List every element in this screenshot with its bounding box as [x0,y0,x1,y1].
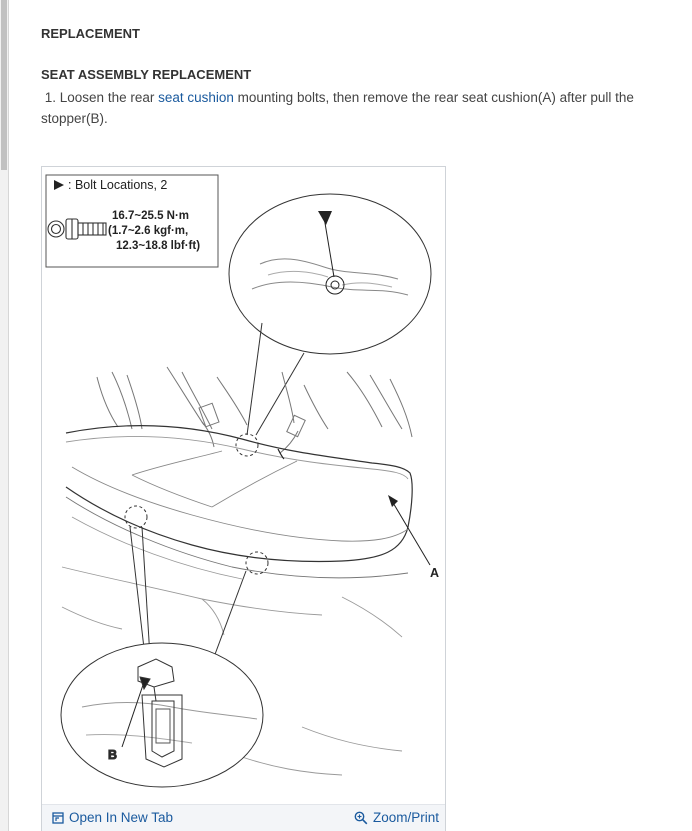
upper-bolt-detail [229,194,431,435]
procedure-title: SEAT ASSEMBLY REPLACEMENT [41,67,252,82]
zoom-print-label: Zoom/Print [372,810,439,825]
legend-box [46,175,218,267]
step-1-text [41,87,676,129]
open-in-new-tab-button[interactable] [52,810,173,825]
label-a: A [430,566,440,580]
step-1-prefix: 1. Loosen the rear [44,90,159,105]
open-tab-icon [52,812,64,824]
torque-lbfft-text: 12.3~18.8 lbf·ft) [116,240,201,252]
scrollbar-thumb[interactable] [1,0,7,170]
rear-seat-cushion [66,426,412,579]
step-1-suffix: mounting bolts, then remove the rear seat cushion(A) after pull the stopper(B). [41,90,634,126]
seat-cushion-diagram [42,167,445,807]
label-b: B [108,748,118,762]
cushion-callout-a [388,495,439,580]
torque-nm-text: 16.7~25.5 N·m [112,210,190,222]
stopper-detail [61,527,263,787]
zoom-print-button[interactable] [354,810,439,825]
seat-cushion-link[interactable]: seat cushion [158,90,234,105]
bolt-location-markers [125,434,268,574]
open-in-new-tab-label: Open In New Tab [69,810,174,825]
seat-cushion-figure [41,166,446,831]
figure-toolbar [42,804,445,831]
page-scrollbar[interactable] [0,0,9,831]
torque-kgfm-text: (1.7~2.6 kgf·m, [108,225,189,237]
magnifier-icon [354,811,368,825]
bolt-locations-text: : Bolt Locations, 2 [68,178,168,192]
section-heading: REPLACEMENT [41,26,140,41]
